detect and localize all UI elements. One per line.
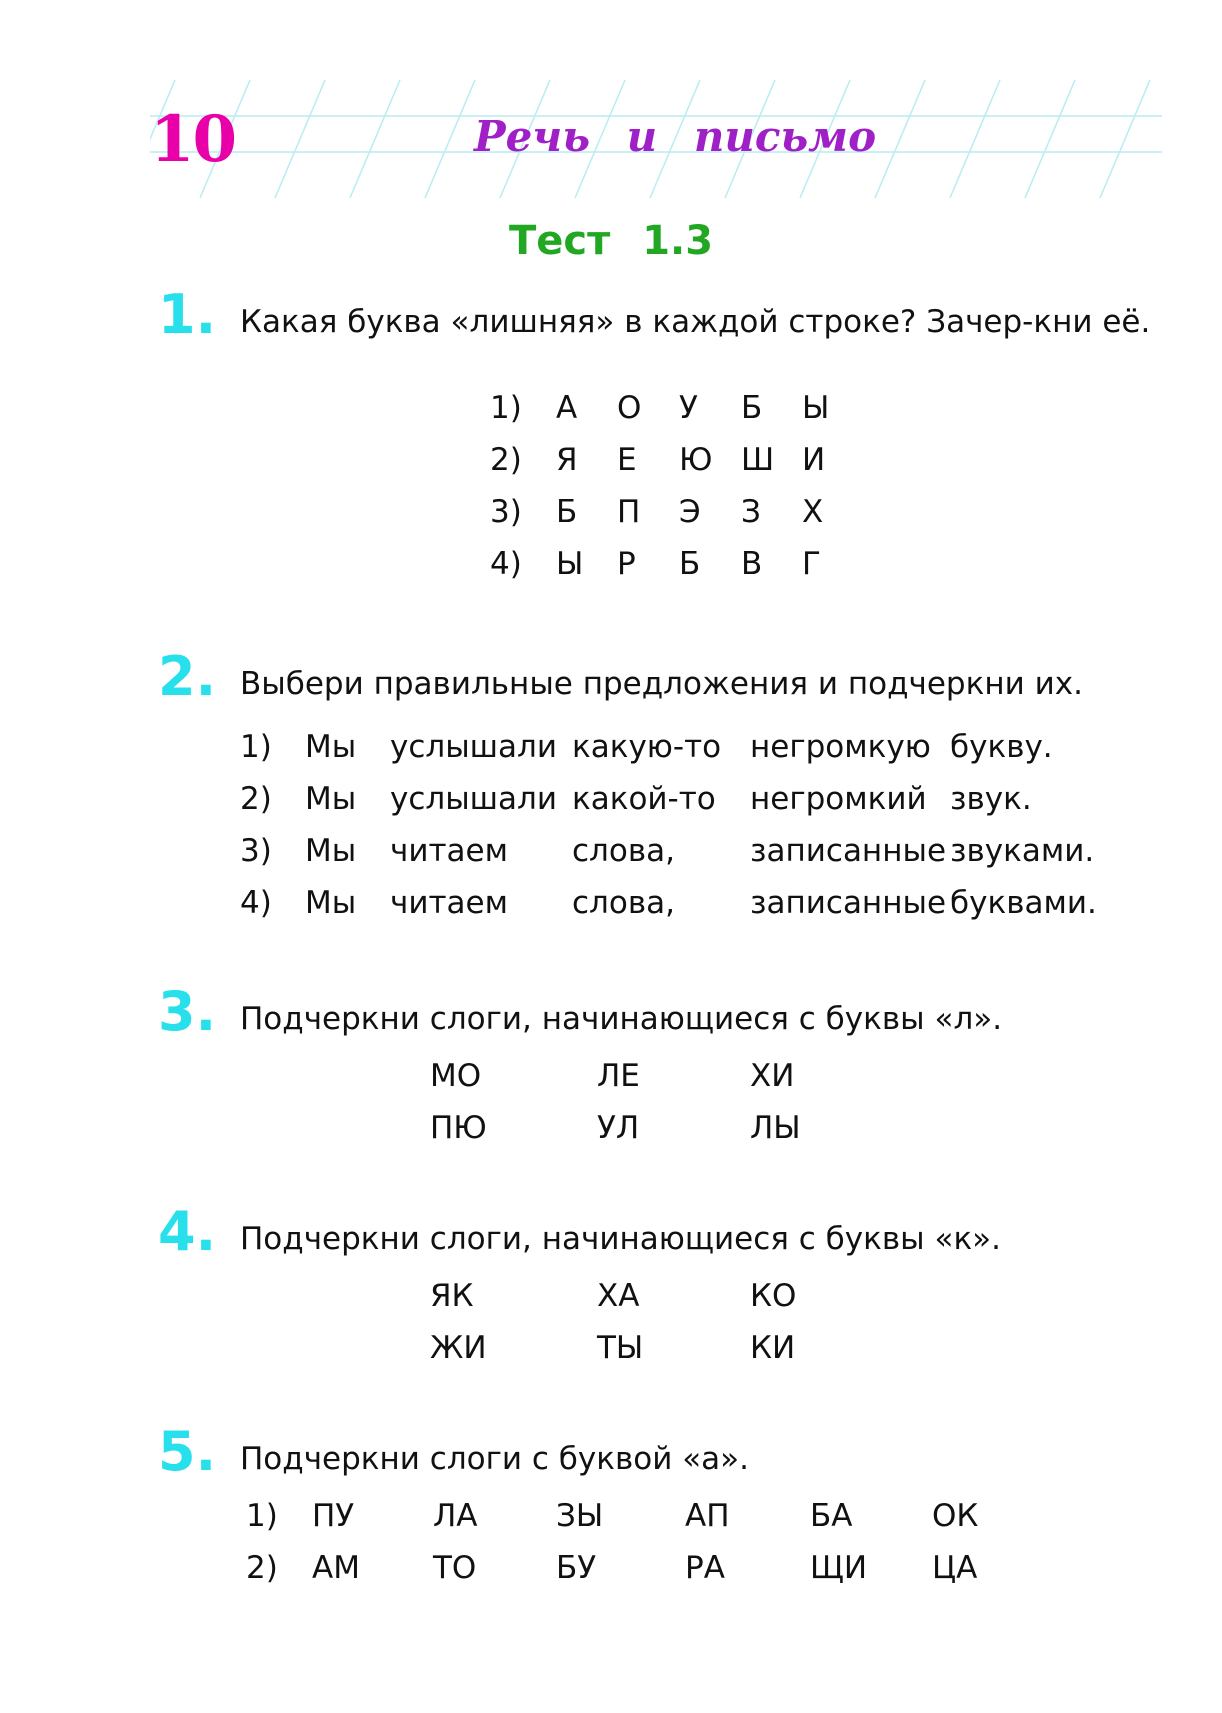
letter: Б	[679, 546, 701, 582]
chapter-title: Речь и письмо	[474, 112, 877, 161]
question-text: Подчеркни слоги с буквой «а».	[240, 1441, 749, 1477]
word: читаем	[390, 885, 508, 921]
syllable: ТЫ	[597, 1330, 644, 1366]
syllable: АП	[685, 1498, 730, 1534]
question-number: 3.	[158, 980, 217, 1043]
word: букву.	[950, 729, 1053, 765]
syllable: БУ	[556, 1550, 597, 1586]
item-label: 1)	[240, 729, 272, 765]
word: звук.	[950, 781, 1032, 817]
letter: Ы	[556, 546, 584, 582]
page-header	[150, 80, 1162, 210]
letter: Я	[556, 442, 578, 478]
letter: И	[802, 442, 826, 478]
letter: Ы	[802, 390, 830, 426]
letter: З	[741, 494, 761, 530]
word: записанные	[750, 885, 947, 921]
item-label: 2)	[240, 781, 272, 817]
word: негромкую	[750, 729, 931, 765]
syllable: КИ	[750, 1330, 796, 1366]
letter: Э	[679, 494, 701, 530]
letter: Б	[741, 390, 763, 426]
word: Мы	[305, 781, 357, 817]
letter: Ш	[741, 442, 775, 478]
question-number: 4.	[158, 1200, 217, 1263]
word: услышали	[390, 781, 558, 817]
word: какой-то	[572, 781, 716, 817]
syllable: ЯК	[430, 1278, 474, 1314]
letter: О	[617, 390, 642, 426]
syllable: ОК	[932, 1498, 979, 1534]
syllable: ЛА	[433, 1498, 478, 1534]
test-title: Тест 1.3	[508, 218, 714, 264]
item-label: 3)	[240, 833, 272, 869]
letter: П	[617, 494, 641, 530]
letter: Е	[617, 442, 637, 478]
letter: А	[556, 390, 578, 426]
syllable: ХИ	[750, 1058, 795, 1094]
letter: Ю	[679, 442, 713, 478]
page-number: 10	[150, 102, 236, 177]
syllable: ТО	[433, 1550, 477, 1586]
question-text: Подчеркни слоги, начинающиеся с буквы «л».	[240, 1001, 1003, 1037]
word: слова,	[572, 885, 675, 921]
word: читаем	[390, 833, 508, 869]
syllable: ЦА	[932, 1550, 978, 1586]
word: Мы	[305, 833, 357, 869]
letter: Х	[802, 494, 824, 530]
syllable: УЛ	[597, 1110, 640, 1146]
word: Мы	[305, 729, 357, 765]
syllable: ЛЕ	[597, 1058, 640, 1094]
letter: Б	[556, 494, 578, 530]
syllable: ПЮ	[430, 1110, 487, 1146]
syllable: ЛЫ	[750, 1110, 801, 1146]
word: Мы	[305, 885, 357, 921]
question-number: 2.	[158, 645, 217, 708]
question-text: Подчеркни слоги, начинающиеся с буквы «к».	[240, 1221, 1001, 1257]
word: записанные	[750, 833, 947, 869]
word: буквами.	[950, 885, 1097, 921]
word: какую-то	[572, 729, 722, 765]
word: слова,	[572, 833, 675, 869]
syllable: ЗЫ	[556, 1498, 604, 1534]
letter: Г	[802, 546, 821, 582]
syllable: ЩИ	[810, 1550, 868, 1586]
syllable: КО	[750, 1278, 797, 1314]
letter: Р	[617, 546, 636, 582]
item-label: 4)	[490, 546, 522, 582]
syllable: ХА	[597, 1278, 640, 1314]
word: негромкий	[750, 781, 927, 817]
item-label: 2)	[246, 1550, 278, 1586]
question-text: Какая буква «лишняя» в каждой строке? Зачер-кни её.	[240, 304, 1151, 340]
syllable: БА	[810, 1498, 853, 1534]
word: услышали	[390, 729, 558, 765]
syllable: РА	[685, 1550, 725, 1586]
item-label: 4)	[240, 885, 272, 921]
letter: В	[741, 546, 763, 582]
item-label: 1)	[246, 1498, 278, 1534]
question-text: Выбери правильные предложения и подчеркни их.	[240, 666, 1083, 702]
letter: У	[679, 390, 698, 426]
question-number: 1.	[158, 283, 217, 346]
question-number: 5.	[158, 1420, 217, 1483]
item-label: 3)	[490, 494, 522, 530]
word: звуками.	[950, 833, 1095, 869]
item-label: 2)	[490, 442, 522, 478]
syllable: ЖИ	[430, 1330, 487, 1366]
item-label: 1)	[490, 390, 522, 426]
syllable: ПУ	[312, 1498, 355, 1534]
syllable: АМ	[312, 1550, 360, 1586]
syllable: МО	[430, 1058, 482, 1094]
